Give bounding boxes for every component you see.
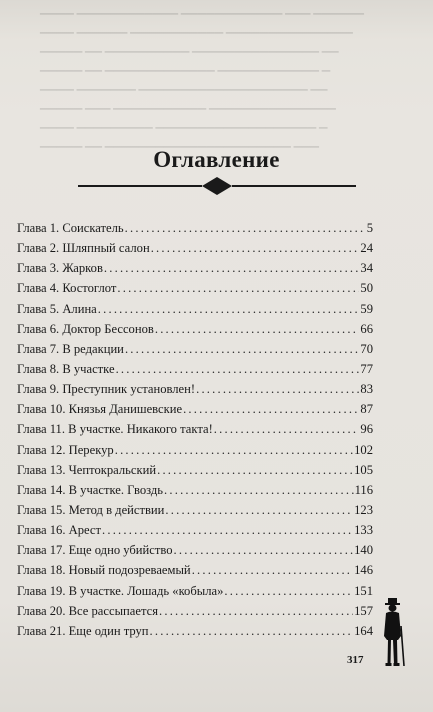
leader-dots xyxy=(196,379,359,399)
leader-dots xyxy=(98,299,360,319)
toc-entry xyxy=(17,520,373,540)
toc-entry xyxy=(17,540,373,560)
toc-entry-page: 59 xyxy=(360,301,373,316)
toc-entry-page: 116 xyxy=(354,482,373,497)
leader-dots xyxy=(151,238,360,258)
toc-entry-page: 96 xyxy=(360,422,373,437)
toc-entry-label: Глава 21. Еще один труп xyxy=(17,623,149,638)
leader-dots xyxy=(165,500,353,520)
toc-entry-label: Глава 14. В участке. Гвоздь xyxy=(17,482,164,497)
page-number: 317 xyxy=(347,654,364,666)
toc-entry xyxy=(17,319,373,339)
leader-dots xyxy=(155,319,360,339)
toc-entry-page: 140 xyxy=(354,543,373,558)
toc-entry-label: Глава 15. Метод в действии xyxy=(17,502,165,517)
toc-entry-page: 66 xyxy=(360,321,373,336)
leader-dots xyxy=(125,218,366,238)
toc-entry xyxy=(17,581,373,601)
toc-entry-label: Глава 20. Все рассыпается xyxy=(17,603,158,618)
toc-entry xyxy=(17,480,373,500)
toc-entry xyxy=(17,258,373,278)
toc-entry-label: Глава 16. Арест xyxy=(17,523,102,538)
toc-entry-label: Глава 5. Алина xyxy=(17,301,97,316)
toc-entry-page: 34 xyxy=(360,261,373,276)
toc-entry-page: 70 xyxy=(360,341,373,356)
toc-entry-label: Глава 1. Соискатель xyxy=(17,221,124,235)
toc-entry-page: 102 xyxy=(354,442,373,457)
toc-entry xyxy=(17,419,373,439)
toc-entry-label: Глава 2. Шляпный салон xyxy=(17,241,150,256)
toc-entry xyxy=(17,359,373,379)
toc-entry-label: Глава 11. В участке. Никакого такта! xyxy=(17,422,213,437)
leader-dots xyxy=(115,440,353,460)
leader-dots xyxy=(164,480,354,500)
toc-entry-label: Глава 10. Князья Данишевские xyxy=(17,402,183,417)
leader-dots xyxy=(102,520,353,540)
leader-dots xyxy=(159,601,353,621)
toc-entry-page: 164 xyxy=(354,623,373,638)
gentleman-silhouette-icon xyxy=(379,596,407,670)
leader-dots xyxy=(117,278,359,298)
leader-dots xyxy=(224,581,353,601)
leader-dots xyxy=(125,339,359,359)
leader-dots xyxy=(150,621,354,641)
toc-entry-label: Глава 8. В участке xyxy=(17,361,115,376)
toc-entry xyxy=(17,218,373,238)
toc-entry-page: 5 xyxy=(366,221,373,235)
toc-entry-page: 157 xyxy=(354,603,373,618)
leader-dots xyxy=(183,399,359,419)
bleed-through-text: ▁▁▁▁ ▁▁▁▁▁▁▁▁▁▁▁▁ ▁▁▁▁▁▁▁▁▁▁▁▁ ▁▁▁ ▁▁▁▁▁▁ ▁▁▁▁ ▁▁▁▁▁▁ ▁▁▁▁▁▁▁▁▁▁▁ ▁▁▁▁▁▁▁▁▁▁▁▁▁▁▁ ▁▁▁▁▁ ▁▁ ▁▁▁▁▁▁▁▁▁▁ ▁▁▁▁▁▁▁▁▁▁▁▁▁▁▁ ▁▁ ▁▁▁▁▁ ▁▁ ▁▁▁▁▁▁▁▁▁▁▁▁▁ ▁▁▁▁▁▁▁▁▁▁▁▁ ▁ ▁▁▁▁ ▁▁▁▁▁▁▁ ▁▁▁▁▁▁▁▁▁▁▁▁▁▁▁▁▁▁▁▁ ▁▁ ▁▁▁▁▁ ▁▁▁ ▁▁▁▁▁▁▁▁▁▁▁ ▁▁▁▁▁▁▁▁▁▁▁▁▁▁▁ ▁▁▁▁ ▁▁▁▁▁▁▁▁▁ ▁▁▁▁▁▁▁▁▁▁▁▁▁▁▁▁▁▁▁ ▁ ▁▁▁▁▁ ▁▁ ▁▁▁▁▁▁▁▁▁▁▁▁▁▁▁▁▁▁▁▁▁▁ ▁▁▁ xyxy=(40,3,365,148)
toc-entry-page: 50 xyxy=(360,281,373,296)
toc-entry xyxy=(17,460,373,480)
toc-entry-label: Глава 9. Преступник установлен! xyxy=(17,382,196,397)
toc-entry-page: 123 xyxy=(354,502,373,517)
toc-entry xyxy=(17,379,373,399)
leader-dots xyxy=(104,258,360,278)
toc-entry xyxy=(17,440,373,460)
table-of-contents xyxy=(17,218,373,641)
toc-entry xyxy=(17,339,373,359)
toc-entry xyxy=(17,560,373,580)
toc-entry-label: Глава 7. В редакции xyxy=(17,341,124,356)
toc-entry-page: 77 xyxy=(360,361,373,376)
toc-entry xyxy=(17,238,373,258)
toc-entry-label: Глава 3. Жарков xyxy=(17,261,103,276)
toc-entry xyxy=(17,299,373,319)
toc-entry-page: 87 xyxy=(360,402,373,417)
toc-entry-label: Глава 4. Костоглот xyxy=(17,281,117,296)
toc-entry xyxy=(17,399,373,419)
toc-entry-label: Глава 17. Еще одно убийство xyxy=(17,543,173,558)
toc-entry-label: Глава 13. Чептокральский xyxy=(17,462,157,477)
toc-entry-page: 133 xyxy=(354,523,373,538)
toc-entry-page: 24 xyxy=(360,241,373,256)
toc-entry-label: Глава 18. Новый подозреваемый xyxy=(17,563,191,578)
toc-entry-page: 83 xyxy=(360,382,373,397)
page-title: Оглавление xyxy=(153,147,280,172)
toc-entry-label: Глава 12. Перекур xyxy=(17,442,114,457)
toc-entry-page: 105 xyxy=(354,462,373,477)
toc-entry-label: Глава 19. В участке. Лошадь «кобыла» xyxy=(17,583,224,598)
toc-entry-label: Глава 6. Доктор Бессонов xyxy=(17,321,154,336)
toc-entry xyxy=(17,500,373,520)
leader-dots xyxy=(192,560,353,580)
leader-dots xyxy=(116,359,360,379)
toc-entry-page: 146 xyxy=(354,563,373,578)
toc-entry-page: 151 xyxy=(354,583,373,598)
toc-entry xyxy=(17,278,373,298)
toc-entry xyxy=(17,621,373,641)
leader-dots xyxy=(214,419,360,439)
toc-entry xyxy=(17,601,373,621)
leader-dots xyxy=(157,460,353,480)
leader-dots xyxy=(174,540,354,560)
divider-diamond-icon xyxy=(78,175,356,197)
